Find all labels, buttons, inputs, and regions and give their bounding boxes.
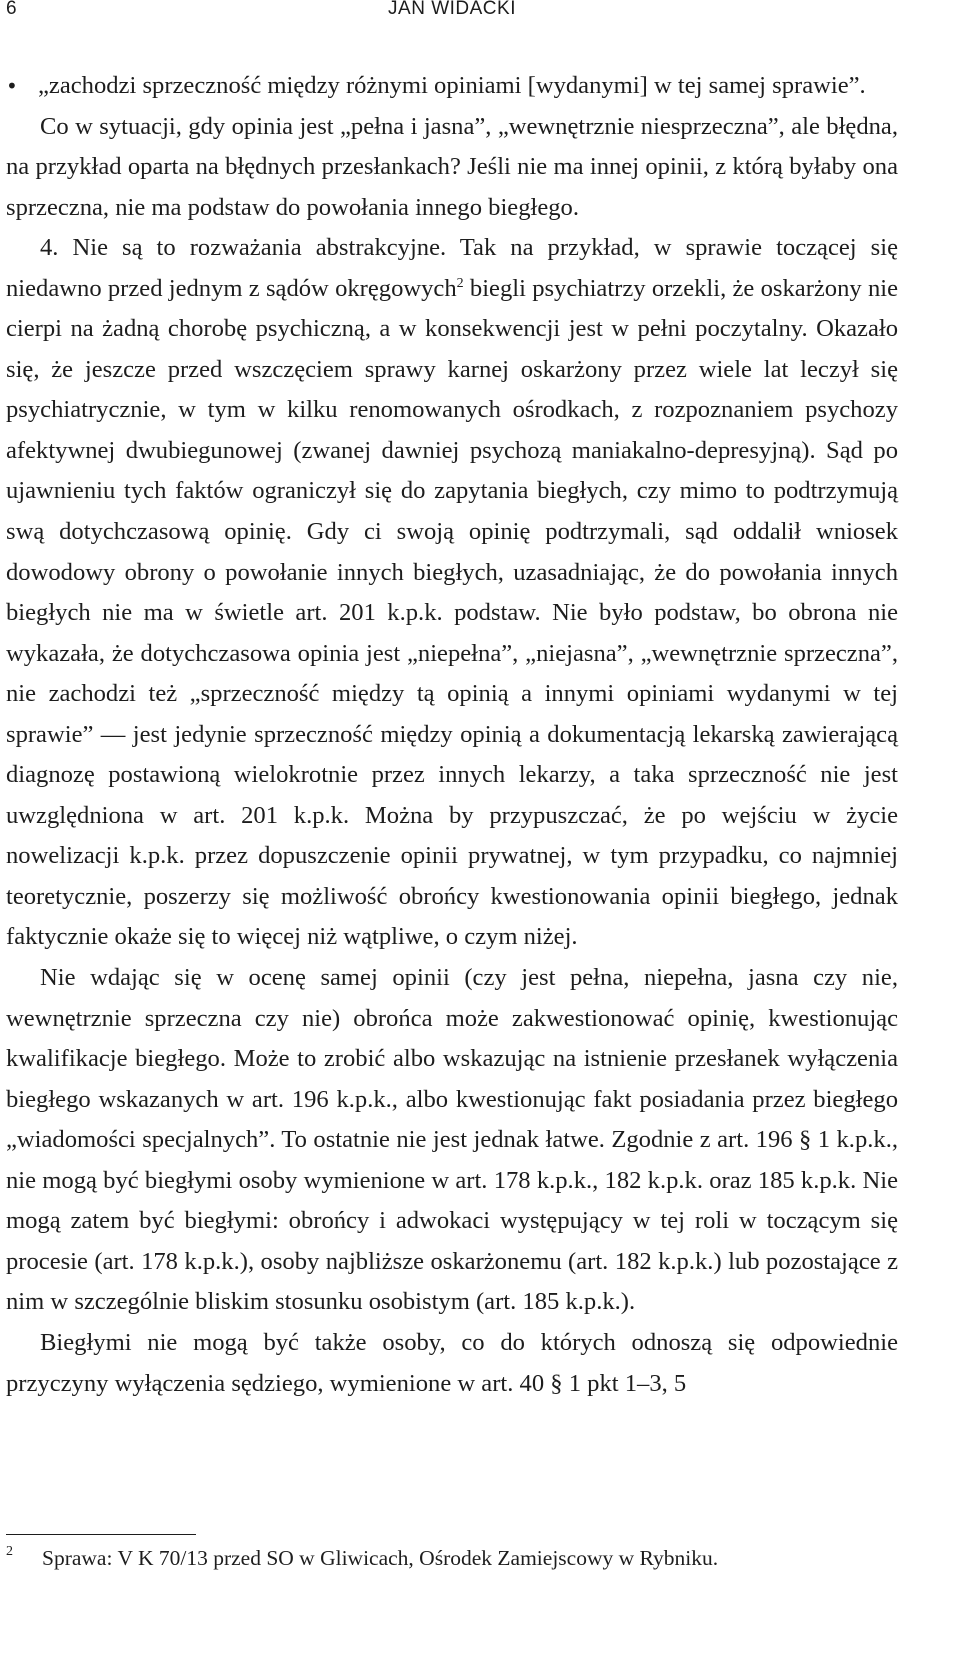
body-text — [6, 66, 898, 1404]
footnote-reference[interactable]: 2 — [456, 275, 464, 291]
bullet-text: „zachodzi sprzeczność między różnymi opiniami [wydanymi] w tej samej sprawie”. — [38, 72, 866, 99]
bullet-icon: • — [6, 74, 18, 98]
running-head — [6, 0, 898, 26]
paragraph-case-example — [6, 228, 898, 958]
footnote — [6, 1543, 898, 1573]
footnote-area — [6, 1534, 898, 1573]
paragraph: Nie wdając się w ocenę samej opinii (czy jest pełna, niepełna, jasna czy nie, wewnętrznie sprzeczna czy nie) obrońca może zakwestionować opinię, kwestionując kwalifikacje biegłego. Może to zrobić albo wskazując na istnienie przesłanek wyłączenia biegłego wskazanych w art. 196 k.p.k., albo kwestionując fakt posiadania przez biegłego „wiadomości specjalnych”. To ostatnie nie jest jednak łatwe. Zgodnie z art. 196 § 1 k.p.k., nie mogą być biegłymi osoby wymienione w art. 178 k.p.k., 182 k.p.k. oraz 185 k.p.k. Nie mogą zatem być biegłymi: obrońcy i adwokaci występujący w tej roli w toczącym się procesie (art. 178 k.p.k.), osoby najbliższe oskarżonemu (art. 182 k.p.k.) lub pozostające z nim w szczególnie bliskim stosunku osobistym (art. 185 k.p.k.). — [6, 964, 898, 1316]
bullet-item — [6, 66, 898, 107]
footnote-mark: 2 — [6, 1544, 13, 1559]
paragraph: Co w sytuacji, gdy opinia jest „pełna i jasna”, „wewnętrznie niesprzeczna”, ale błędna, na przykład oparta na błędnych przesłankach? Jeśli nie ma innej opinii, z którą byłaby ona sprzeczna, nie ma podstaw do powołania innego biegłego. — [6, 112, 898, 221]
paragraph: Biegłymi nie mogą być także osoby, co do których odnoszą się odpowiednie przyczyny wyłączenia sędziego, wymienione w art. 40 § 1 pkt 1–3, 5 — [6, 1328, 898, 1397]
paragraph-text-before-note: 4. Nie są to rozważania abstrakcyjne. Tak na przykład, w sprawie toczącej się niedawno przed jednym z sądów okręgowych — [6, 234, 898, 302]
footnote-text: Sprawa: V K 70/13 przed SO w Gliwicach, Ośrodek Zamiejscowy w Rybniku. — [42, 1546, 719, 1570]
paragraph-text-after-note: biegli psychiatrzy orzekli, że oskarżony nie cierpi na żadną chorobę psychiczną, a w konsekwencji jest w pełni poczytalny. Okazało się, że jeszcze przed wszczęciem sprawy karnej oskarżony przez wiele lat leczył się psychiatrycznie, w tym w kilku renomowanych ośrodkach, z rozpoznaniem psychozy afektywnej dwubiegunowej (zwanej dawniej psychozą maniakalno-depresyjną). Sąd po ujawnieniu tych faktów ograniczył się do zapytania biegłych, czy mimo to podtrzymują swą dotychczasową opinię. Gdy ci swoją opinię podtrzymali, sąd oddalił wniosek dowodowy obrony o powołanie innych biegłych, uzasadniając, że do powołania innych biegłych nie ma w świetle art. 201 k.p.k. podstaw. Nie było podstaw, bo obrona nie wykazała, że dotychczasowa opinia jest „niepełna”, „niejasna”, „wewnętrznie sprzeczna”, nie zachodzi też „sprzeczność między tą opinią a innymi opiniami wydanymi w tej sprawie” — jest jedynie sprzeczność między opinią a dokumentacją lekarską zawierającą diagnozę postawioną wielokrotnie przez innych lekarzy, a taka sprzeczność nie jest uwzględniona w art. 201 k.p.k. Można by przypuszczać, że po wejściu w życie nowelizacji k.p.k. przez dopuszczenie opinii prywatnej, w tym przypadku, co najmniej teoretycznie, poszerzy się możliwość obrońcy kwestionowania opinii biegłego, jednak faktycznie okaże się to więcej niż wątpliwe, o czym niżej. — [6, 274, 899, 951]
footnote-divider — [6, 1534, 196, 1535]
running-title: JAN WIDACKI — [388, 0, 516, 19]
page-number: 6 — [6, 0, 18, 19]
